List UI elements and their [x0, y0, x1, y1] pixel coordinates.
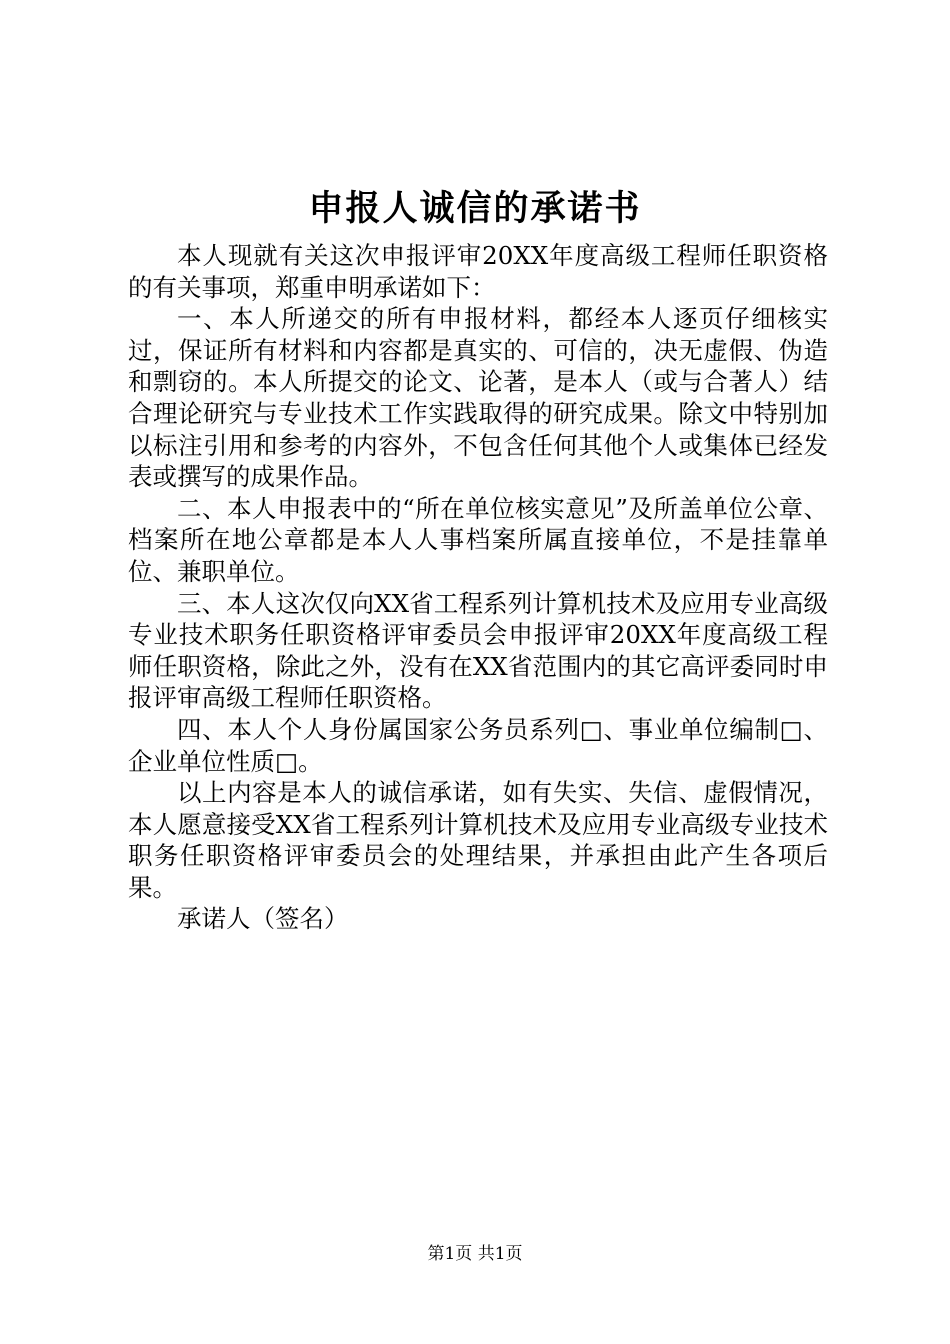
page-title: 申报人诚信的承诺书: [308, 188, 642, 229]
clause-1-paragraph: 一、本人所递交的所有申报材料，都经本人逐页仔细核实过，保证所有材料和内容都是真实的、可信的，决无虚假、伪造和剽窃的。本人所提交的论文、论著，是本人（或与合著人）结合理论研究与专业技术工作实践取得的研究成果。除文中特别加以标注引用和参考的内容外，不包含任何其他个人或集体已经发表或撰写的成果作品。: [128, 304, 828, 492]
clause-2-paragraph: 二、本人申报表中的“所在单位核实意见”及所盖单位公章、档案所在地公章都是本人人事档案所属直接单位，不是挂靠单位、兼职单位。: [128, 493, 828, 586]
document-body: [128, 240, 828, 935]
clause-3-paragraph: 三、本人这次仅向XX省工程系列计算机技术及应用专业高级专业技术职务任职资格评审委员会申报评审20XX年度高级工程师任职资格，除此之外，没有在XX省范围内的其它高评委同时申报评审高级工程师任职资格。: [128, 588, 828, 713]
page-footer: 第1页 共1页: [427, 1244, 523, 1264]
intro-paragraph: 本人现就有关这次申报评审20XX年度高级工程师任职资格的有关事项，郑重申明承诺如下：: [128, 241, 828, 302]
closing-paragraph: 以上内容是本人的诚信承诺，如有失实、失信、虚假情况，本人愿意接受XX省工程系列计算机技术及应用专业高级专业技术职务任职资格评审委员会的处理结果，并承担由此产生各项后果。: [128, 778, 828, 902]
clause-4-paragraph: 四、本人个人身份属国家公务员系列□、事业单位编制□、企业单位性质□。: [128, 714, 828, 776]
signer-label: 承诺人（签名）: [177, 904, 349, 934]
